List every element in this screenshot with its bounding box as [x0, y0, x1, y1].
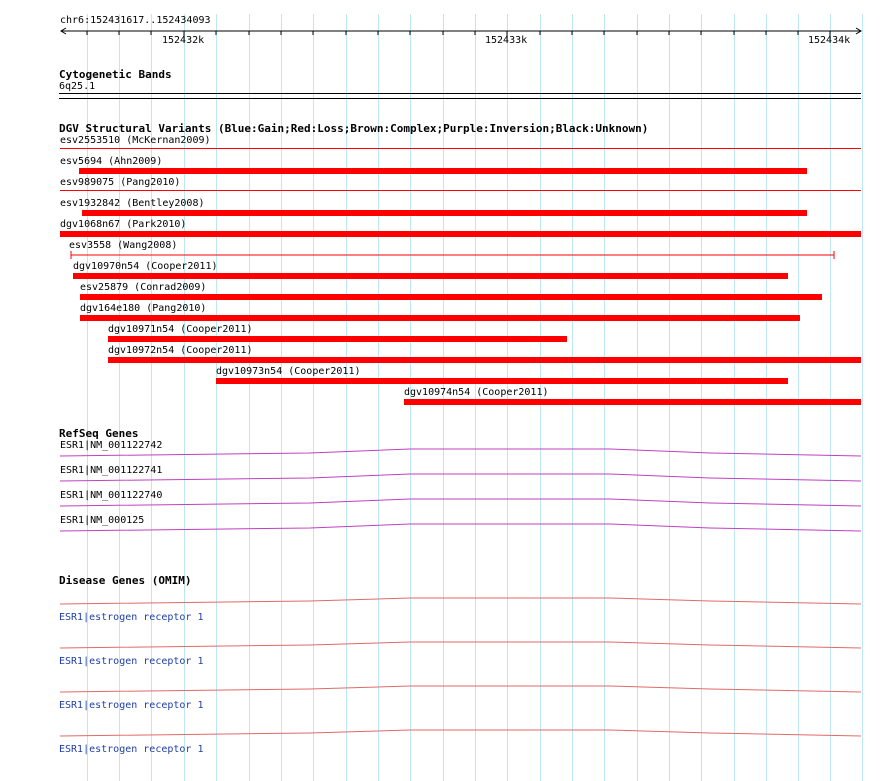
variant-label[interactable]: dgv1068n67 (Park2010): [60, 219, 187, 230]
gene-label[interactable]: ESR1|NM_001122742: [60, 440, 163, 451]
omim-entry-label[interactable]: ESR1|estrogen receptor 1: [59, 656, 204, 667]
variant-label[interactable]: esv989075 (Pang2010): [60, 177, 181, 188]
omim-entry-label[interactable]: ESR1|estrogen receptor 1: [59, 744, 204, 755]
variant-label[interactable]: esv25879 (Conrad2009): [80, 282, 207, 293]
omim-entry-label[interactable]: ESR1|estrogen receptor 1: [59, 612, 204, 623]
location-label: chr6:152431617..152434093: [60, 15, 211, 26]
variant-label[interactable]: dgv10970n54 (Cooper2011): [73, 261, 218, 272]
tick-label: 152432k: [162, 35, 205, 46]
gene-label[interactable]: ESR1|NM_000125: [60, 515, 145, 526]
omim-entry-label[interactable]: ESR1|estrogen receptor 1: [59, 700, 204, 711]
variant-label[interactable]: dgv164e180 (Pang2010): [80, 303, 207, 314]
tick-label: 152433k: [485, 35, 528, 46]
variant-label[interactable]: dgv10973n54 (Cooper2011): [216, 366, 361, 377]
track-title: Disease Genes (OMIM): [59, 574, 192, 587]
variant-label[interactable]: dgv10971n54 (Cooper2011): [108, 324, 253, 335]
variant-label[interactable]: esv3558 (Wang2008): [69, 240, 178, 251]
track-title: Cytogenetic Bands: [59, 68, 172, 81]
variant-label[interactable]: dgv10974n54 (Cooper2011): [404, 387, 549, 398]
gene-label[interactable]: ESR1|NM_001122740: [60, 490, 163, 501]
variant-label[interactable]: esv5694 (Ahn2009): [60, 156, 163, 167]
track-title: RefSeq Genes: [59, 427, 139, 440]
variant-label[interactable]: esv1932842 (Bentley2008): [60, 198, 205, 209]
gene-label[interactable]: ESR1|NM_001122741: [60, 465, 163, 476]
track-title: DGV Structural Variants (Blue:Gain;Red:Loss;Brown:Complex;Purple:Inversion;Black:Unknown): [59, 122, 649, 135]
variant-label[interactable]: esv2553510 (McKernan2009): [60, 135, 211, 146]
tick-label: 152434k: [808, 35, 851, 46]
variant-label[interactable]: dgv10972n54 (Cooper2011): [108, 345, 253, 356]
band-label[interactable]: 6q25.1: [59, 81, 96, 92]
